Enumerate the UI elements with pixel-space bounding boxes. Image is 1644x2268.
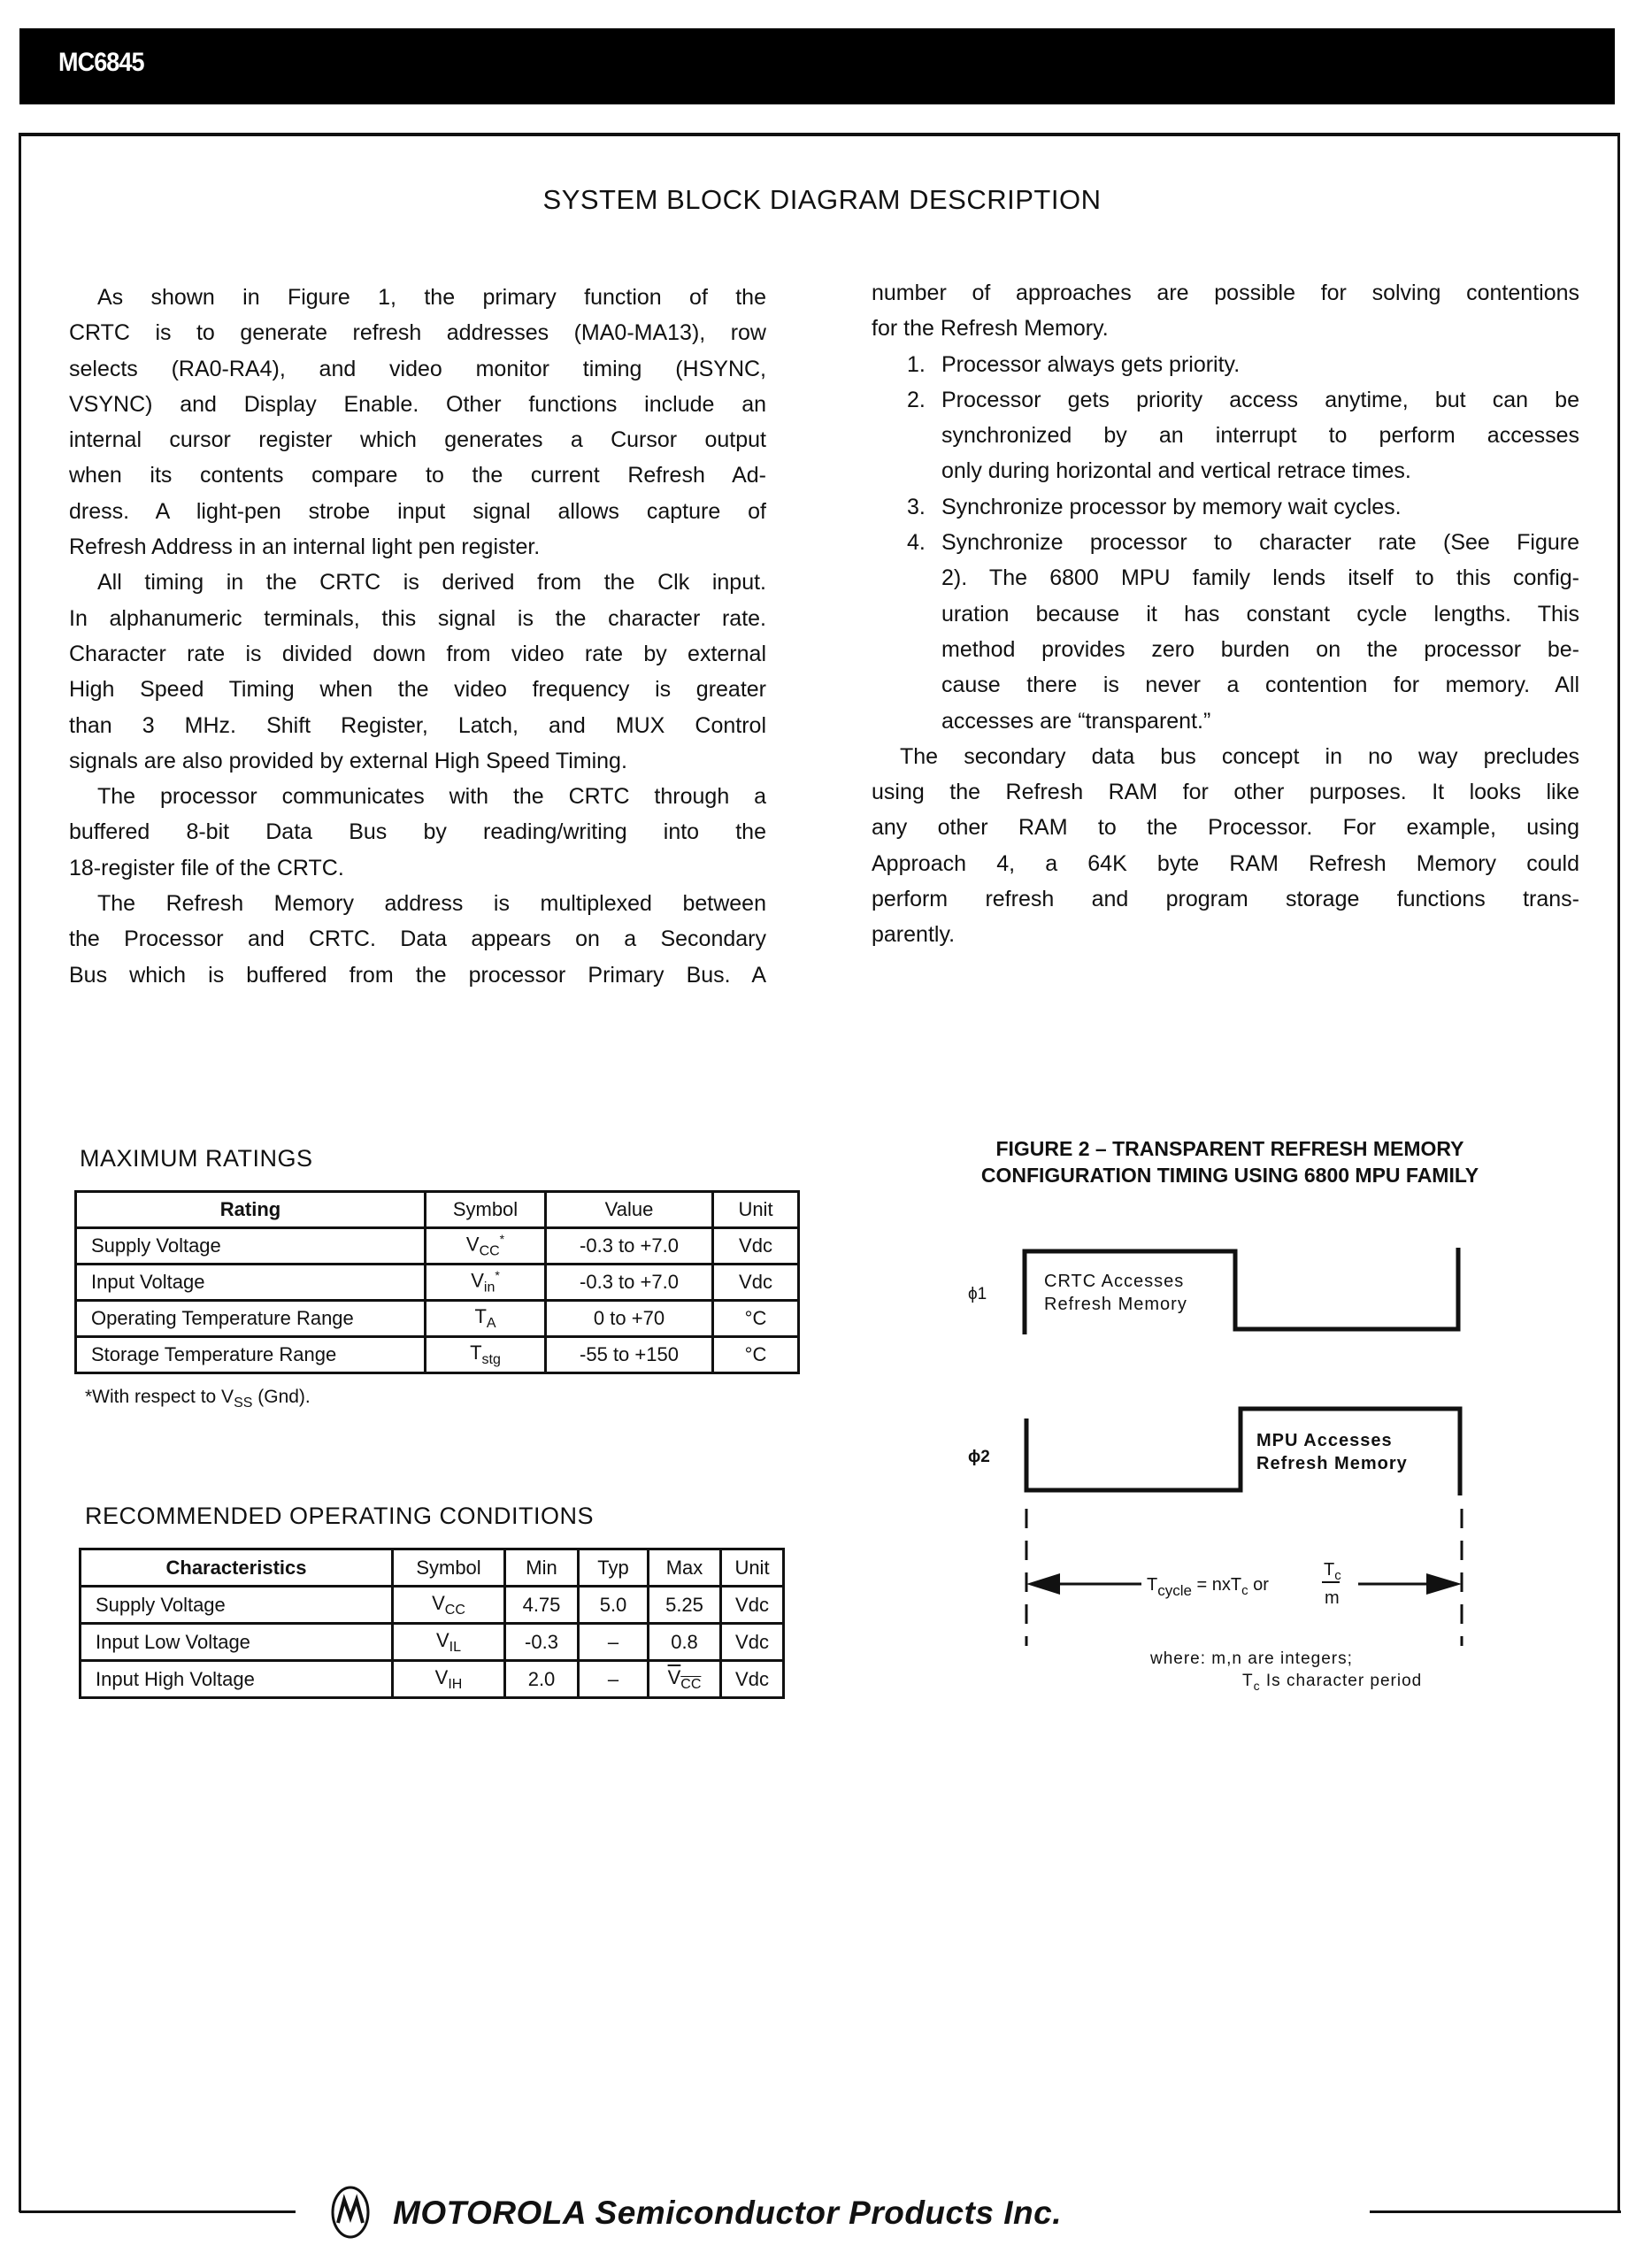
- unit-cell: Vdc: [721, 1661, 784, 1698]
- rating-cell: Operating Temperature Range: [76, 1301, 426, 1337]
- typ-cell: 5.0: [579, 1587, 649, 1624]
- text-line: cause there is never a contention for memory. All: [941, 673, 1579, 698]
- text-line: buffered 8-bit Data Bus by reading/writing into the: [69, 819, 766, 845]
- phi2-label: ϕ2: [968, 1448, 990, 1466]
- unit-cell: Vdc: [713, 1265, 799, 1301]
- text-line: only during horizontal and vertical retrace times.: [941, 458, 1411, 484]
- typ-cell: –: [579, 1624, 649, 1661]
- unit-cell: °C: [713, 1301, 799, 1337]
- phi2-box-text: Refresh Memory: [1256, 1454, 1408, 1473]
- list-item: [872, 347, 1579, 382]
- text-line: perform refresh and program storage functions trans-: [872, 887, 1579, 912]
- column-header: Min: [505, 1549, 579, 1587]
- list-number: 2.: [907, 387, 926, 412]
- typ-cell: –: [579, 1661, 649, 1698]
- text-line: Character rate is divided down from video rate by external: [69, 641, 766, 666]
- min-cell: 2.0: [505, 1661, 579, 1698]
- text-line: High Speed Timing when the video frequency is greater: [69, 677, 766, 703]
- unit-cell: Vdc: [721, 1587, 784, 1624]
- symbol-cell: [393, 1661, 505, 1698]
- text-line: parently.: [872, 922, 956, 948]
- rec-conditions-heading: RECOMMENDED OPERATING CONDITIONS: [85, 1503, 595, 1529]
- list-number: 4.: [907, 530, 926, 556]
- caption-line: FIGURE 2 – TRANSPARENT REFRESH MEMORY: [995, 1137, 1464, 1160]
- max-cell: 0.8: [649, 1624, 721, 1661]
- part-number: MC6845: [58, 48, 144, 77]
- text-line: 2). The 6800 MPU family lends itself to this config-: [941, 565, 1579, 591]
- symbol: $\overline{V}$: [667, 1665, 681, 1688]
- text-line: Processor always gets priority.: [941, 351, 1241, 377]
- table-row: [76, 1265, 799, 1301]
- symbol-sub: IL: [449, 1639, 462, 1655]
- text-line: 18-register file of the CRTC.: [69, 855, 344, 880]
- table-row: [81, 1661, 784, 1698]
- rating-cell: Supply Voltage: [76, 1228, 426, 1265]
- symbol-sub: CC: [444, 1602, 465, 1618]
- symbol: V: [432, 1591, 445, 1614]
- fraction-denominator: m: [1325, 1588, 1340, 1608]
- text-line: for the Refresh Memory.: [872, 316, 1109, 342]
- symbol-sup: *: [495, 1268, 500, 1283]
- text-line: uration because it has constant cycle lengths. This: [941, 601, 1579, 627]
- text-line: synchronized by an interrupt to perform accesses: [941, 423, 1579, 449]
- column-header: Symbol: [393, 1549, 505, 1587]
- text-line: All timing in the CRTC is derived from the Clk input.: [97, 570, 766, 596]
- list-item: [872, 489, 1579, 525]
- symbol-cell: [426, 1337, 546, 1373]
- min-cell: -0.3: [505, 1624, 579, 1661]
- phi1-box-text: Refresh Memory: [1044, 1295, 1187, 1314]
- table-header-row: [76, 1192, 799, 1228]
- text-line: than 3 MHz. Shift Register, Latch, and MUX Control: [69, 712, 766, 738]
- text-line: As shown in Figure 1, the primary function of the: [97, 285, 766, 310]
- text-line: In alphanumeric terminals, this signal is the character rate.: [69, 605, 766, 631]
- symbol-sub: A: [486, 1316, 496, 1331]
- characteristic-cell: Supply Voltage: [81, 1587, 393, 1624]
- symbol-cell: [393, 1624, 505, 1661]
- table-row: [81, 1624, 784, 1661]
- text-line: Synchronize processor by memory wait cycles.: [941, 494, 1402, 519]
- value-cell: -0.3 to +7.0: [546, 1228, 713, 1265]
- symbol-cell: [426, 1301, 546, 1337]
- fraction-numerator: $T_c$: [1324, 1560, 1341, 1583]
- column-header: Unit: [721, 1549, 784, 1587]
- right-column-text: [872, 275, 1579, 953]
- footnote-text: (Gnd).: [252, 1387, 311, 1407]
- list-item: [872, 525, 1579, 739]
- symbol-cell: [393, 1587, 505, 1624]
- symbol-sub: in: [483, 1280, 496, 1295]
- motorola-logo-icon: [329, 2184, 372, 2241]
- value-cell: -55 to +150: [546, 1337, 713, 1373]
- table-row: [76, 1228, 799, 1265]
- characteristic-cell: Input High Voltage: [81, 1661, 393, 1698]
- footnote-sub: SS: [234, 1395, 253, 1411]
- symbol: T: [474, 1305, 487, 1327]
- symbol-sub: CC: [479, 1243, 500, 1259]
- max-ratings-table: [74, 1190, 800, 1374]
- text-line: number of approaches are possible for solving contentions: [872, 281, 1579, 305]
- symbol-sub: CC: [680, 1676, 702, 1692]
- characteristic-cell: Input Low Voltage: [81, 1624, 393, 1661]
- footnote: [85, 1387, 311, 1411]
- text-line: The Refresh Memory address is multiplexed between: [97, 891, 766, 917]
- left-column-text: [69, 280, 766, 993]
- column-header: Characteristics: [81, 1549, 393, 1587]
- text-line: Processor gets priority access anytime, but can be: [941, 387, 1579, 412]
- unit-cell: °C: [713, 1337, 799, 1373]
- phi1-box-text: CRTC Accesses: [1044, 1272, 1185, 1291]
- list-item: [872, 382, 1579, 489]
- text-line: using the Refresh RAM for other purposes. It looks like: [872, 780, 1579, 805]
- column-header: Unit: [713, 1192, 799, 1228]
- text-line: Synchronize processor to character rate (See Figure: [941, 530, 1579, 556]
- symbol-cell: [426, 1228, 546, 1265]
- rating-cell: Input Voltage: [76, 1265, 426, 1301]
- text-line: Refresh Address in an internal light pen register.: [69, 534, 541, 560]
- text-line: The processor communicates with the CRTC through a: [97, 784, 766, 810]
- rating-cell: Storage Temperature Range: [76, 1337, 426, 1373]
- table-row: [81, 1587, 784, 1624]
- min-cell: 4.75: [505, 1587, 579, 1624]
- footnote-text: *With respect to V: [85, 1387, 234, 1407]
- text-line: signals are also provided by external High Speed Timing.: [69, 748, 627, 773]
- text-line: the Processor and CRTC. Data appears on a Secondary: [69, 926, 766, 952]
- column-header: Typ: [579, 1549, 649, 1587]
- table-header-row: [81, 1549, 784, 1587]
- figure-caption: [885, 1135, 1575, 1188]
- symbol: V: [465, 1233, 480, 1256]
- value-cell: -0.3 to +7.0: [546, 1265, 713, 1301]
- symbol-sup: *: [499, 1232, 505, 1247]
- value-cell: 0 to +70: [546, 1301, 713, 1337]
- text-line: VSYNC) and Display Enable. Other functions include an: [69, 391, 766, 417]
- column-header: Value: [546, 1192, 713, 1228]
- table-row: [76, 1301, 799, 1337]
- column-header: Rating: [76, 1192, 426, 1228]
- phi2-box-text: MPU Accesses: [1256, 1431, 1393, 1450]
- text-line: CRTC is to generate refresh addresses (MA0-MA13), row: [69, 320, 766, 346]
- tcycle-formula: $T_{cycle} = nxT_c$ or: [1147, 1575, 1269, 1599]
- caption-line: CONFIGURATION TIMING USING 6800 MPU FAMILY: [980, 1164, 1479, 1187]
- text-line: accesses are “transparent.”: [941, 708, 1211, 734]
- text-line: Approach 4, a 64K byte RAM Refresh Memory could: [872, 850, 1579, 876]
- column-header: Max: [649, 1549, 721, 1587]
- symbol-sub: IH: [448, 1676, 463, 1692]
- table-row: [76, 1337, 799, 1373]
- text-line: when its contents compare to the current Refresh Ad-: [69, 463, 766, 488]
- unit-cell: Vdc: [721, 1624, 784, 1661]
- symbol: V: [471, 1269, 484, 1292]
- footer-rule-left: [19, 2210, 296, 2213]
- symbol-sub: stg: [481, 1352, 501, 1367]
- column-header: Symbol: [426, 1192, 546, 1228]
- text-line: Bus which is buffered from the processor Primary Bus. A: [69, 962, 766, 988]
- footer-rule-right: [1370, 2210, 1621, 2213]
- rec-conditions-table: [79, 1548, 785, 1699]
- phi1-label: ϕ1: [968, 1285, 987, 1303]
- where-note: where: m,n are integers;: [1150, 1649, 1353, 1668]
- text-line: internal cursor register which generates a Cursor output: [69, 427, 766, 453]
- symbol: V: [435, 1628, 449, 1651]
- symbol: T: [470, 1342, 482, 1364]
- symbol-cell: [649, 1661, 721, 1698]
- text-line: selects (RA0-RA4), and video monitor timing (HSYNC,: [69, 356, 766, 381]
- max-cell: 5.25: [649, 1587, 721, 1624]
- list-number: 3.: [907, 494, 926, 519]
- list-number: 1.: [907, 351, 926, 377]
- text-line: The secondary data bus concept in no way precludes: [900, 743, 1579, 769]
- text-line: any other RAM to the Processor. For example, using: [872, 815, 1579, 841]
- header-bar: [19, 28, 1615, 104]
- symbol: V: [434, 1665, 449, 1688]
- text-line: method provides zero burden on the processor be-: [941, 636, 1579, 662]
- where-note: $T_c$ Is character period: [1242, 1672, 1423, 1693]
- unit-cell: Vdc: [713, 1228, 799, 1265]
- max-ratings-heading: MAXIMUM RATINGS: [80, 1145, 313, 1172]
- page-title: SYSTEM BLOCK DIAGRAM DESCRIPTION: [542, 184, 1102, 215]
- footer-company: MOTOROLA Semiconductor Products Inc.: [393, 2195, 1063, 2231]
- symbol-cell: [426, 1265, 546, 1301]
- text-line: dress. A light-pen strobe input signal allows capture of: [69, 498, 766, 524]
